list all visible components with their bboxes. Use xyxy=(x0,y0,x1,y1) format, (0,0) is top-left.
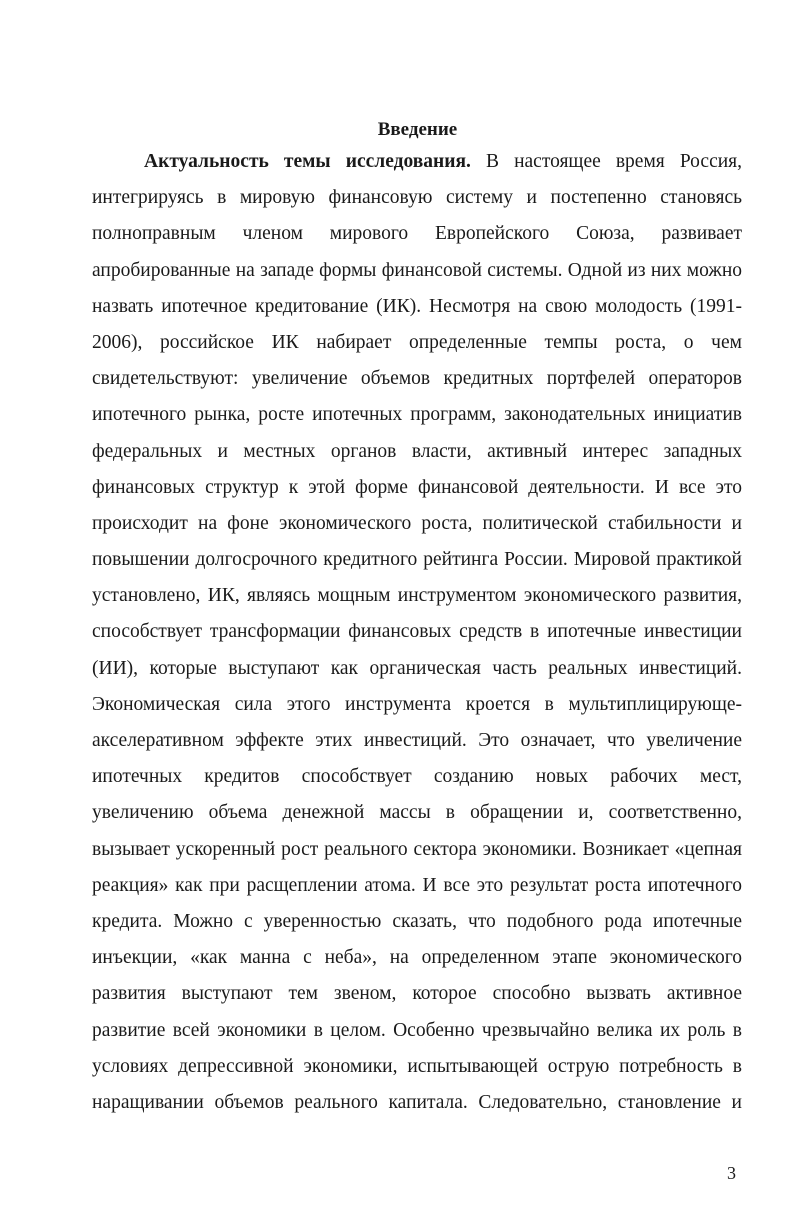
text-line: наращивании объемов реального капитала. Следовательно, становление и xyxy=(92,1091,742,1113)
text-line: развития выступают тем звеном, которое способно вызвать активное xyxy=(92,983,742,1005)
text-line: способствует трансформации финансовых средств в ипотечные инвестиции xyxy=(92,621,742,643)
text-line: ипотечного рынка, росте ипотечных программ, законодательных инициатив xyxy=(92,404,742,426)
text-line xyxy=(92,150,742,186)
text-line: повышении долгосрочного кредитного рейтинга России. Мировой практикой xyxy=(92,549,742,571)
text-line: реакция» как при расщеплении атома. И все это результат роста ипотечного xyxy=(92,874,742,896)
page-number: 3 xyxy=(727,1163,736,1183)
text-line: развитие всей экономики в целом. Особенно чрезвычайно велика их роль в xyxy=(92,1019,742,1041)
text-line: кредита. Можно с уверенностью сказать, что подобного рода ипотечные xyxy=(92,910,742,932)
text-line: установлено, ИК, являясь мощным инструментом экономического развития, xyxy=(92,585,742,607)
text-line: акселеративном эффекте этих инвестиций. Это означает, что увеличение xyxy=(92,730,742,751)
text-line: Экономическая сила этого инструмента кроется в мультиплицирующе- xyxy=(92,693,742,715)
text-line: апробированные на западе формы финансовой системы. Одной из них можно xyxy=(92,259,742,281)
body-text xyxy=(92,150,742,1127)
text-line: федеральных и местных органов власти, активный интерес западных xyxy=(92,440,742,462)
lead-phrase: Актуальность темы исследования. xyxy=(144,151,471,172)
text-line: финансовых структур к этой форме финансовой деятельности. И все это xyxy=(92,476,742,498)
text-line: свидетельствуют: увеличение объемов кредитных портфелей операторов xyxy=(92,368,742,390)
text-line: ипотечных кредитов способствует созданию новых рабочих мест, xyxy=(92,766,742,788)
text-line: происходит на фоне экономического роста, политической стабильности и xyxy=(92,512,742,534)
text-line: полноправным членом мирового Европейского Союза, развивает xyxy=(92,223,742,245)
text-line: назвать ипотечное кредитование (ИК). Несмотря на свою молодость (1991- xyxy=(92,295,742,317)
text-line: интегрируясь в мировую финансовую систему и постепенно становясь xyxy=(92,187,742,209)
text-line: (ИИ), которые выступают как органическая часть реальных инвестиций. xyxy=(92,657,742,679)
text-line: увеличению объема денежной массы в обращении и, соответственно, xyxy=(92,802,742,824)
text-line: инъекции, «как манна с неба», на определенном этапе экономического xyxy=(92,947,742,969)
page-title: Введение xyxy=(377,119,458,140)
text-line: условиях депрессивной экономики, испытывающей острую потребность в xyxy=(92,1055,742,1077)
text-line: вызывает ускоренный рост реального сектора экономики. Возникает «цепная xyxy=(92,838,742,860)
text-line-rest: В настоящее время Россия, xyxy=(470,151,743,172)
text-line: 2006), российское ИК набирает определенные темпы роста, о чем xyxy=(92,331,742,353)
